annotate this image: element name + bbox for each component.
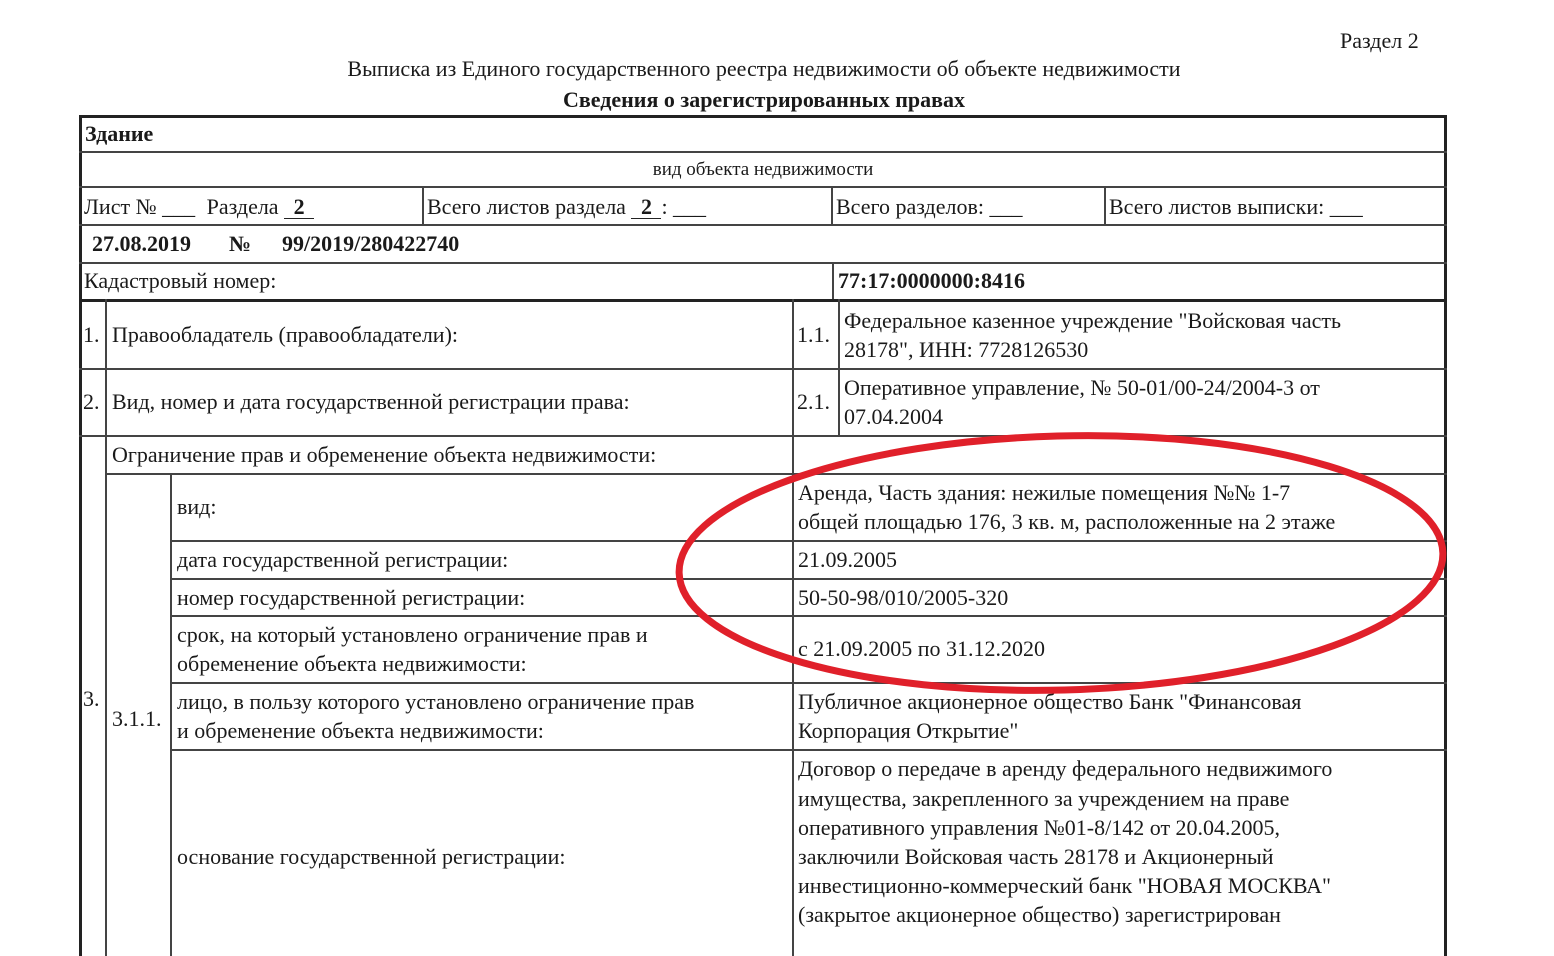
divider	[79, 262, 1447, 264]
row-number: 1.	[83, 322, 100, 347]
cadastral-label: Кадастровый номер:	[84, 268, 277, 293]
divider	[171, 615, 1447, 617]
divider	[79, 224, 1447, 226]
total-sheets-extract: Всего листов выписки: ___	[1109, 194, 1363, 219]
right-registration-value-line: 07.04.2004	[844, 404, 943, 429]
divider	[171, 578, 1447, 580]
encumbrance-kind-line: Аренда, Часть здания: нежилые помещения №№ 1-7	[798, 480, 1291, 505]
divider	[171, 749, 1447, 751]
term-label-line: обременение объекта недвижимости:	[177, 651, 527, 676]
registration-basis-line: (закрытое акционерное общество) зарегистрирован	[798, 902, 1281, 927]
document-title: Выписка из Единого государственного реестра недвижимости об объекте недвижимости	[347, 56, 1181, 81]
row-number: 2.	[83, 389, 100, 414]
cadastral-number: 77:17:0000000:8416	[838, 268, 1025, 293]
object-type: Здание	[85, 121, 154, 146]
beneficiary-value-line: Публичное акционерное общество Банк "Финансовая	[798, 689, 1302, 714]
document-number: 99/2019/280422740	[282, 231, 460, 256]
registration-basis-label: основание государственной регистрации:	[177, 844, 566, 869]
total-sheets-section-value: : ___	[661, 194, 707, 219]
rightholder-value-line: Федеральное казенное учреждение "Войсковая часть	[844, 308, 1342, 333]
total-sections: Всего разделов: ___	[836, 194, 1023, 219]
right-registration-label: Вид, номер и дата государственной регистрации права:	[112, 389, 630, 414]
divider	[79, 435, 1447, 437]
divider	[79, 368, 1447, 370]
sheet-number-value: ___	[162, 194, 196, 219]
divider	[792, 299, 794, 956]
registration-number-label: номер государственной регистрации:	[177, 585, 526, 610]
section-label-inline: Раздела	[206, 194, 279, 219]
row-number: 3.	[83, 686, 100, 711]
right-registration-value-line: Оперативное управление, № 50-01/00-24/2004-3 от	[844, 375, 1320, 400]
divider	[831, 186, 833, 224]
divider	[79, 151, 1447, 153]
section-number: 2	[284, 196, 314, 219]
document-subtitle: Сведения о зарегистрированных правах	[562, 87, 966, 112]
registration-basis-line: оперативного управления №01-8/142 от 20.04.2005,	[798, 815, 1281, 840]
divider	[838, 299, 840, 435]
term-label-line: срок, на который установлено ограничение прав и	[177, 622, 648, 647]
document-date: 27.08.2019	[92, 231, 191, 256]
registration-basis-line: имущества, закрепленного за учреждением на праве	[798, 786, 1290, 811]
divider	[171, 682, 1447, 684]
beneficiary-label-line: лицо, в пользу которого установлено ограничение прав	[177, 689, 695, 714]
registration-basis-line: инвестиционно-коммерческий банк "НОВАЯ МОСКВА"	[798, 873, 1332, 898]
registration-number-value: 50-50-98/010/2005-320	[798, 585, 1009, 610]
beneficiary-label-line: и обременение объекта недвижимости:	[177, 718, 544, 743]
registration-basis-line: заключили Войсковая часть 28178 и Акционерный	[798, 844, 1274, 869]
beneficiary-value-line: Корпорация Открытие"	[798, 718, 1019, 743]
divider	[106, 473, 1447, 475]
sheet-number-label: Лист №	[84, 194, 157, 219]
row-subnumber: 2.1.	[797, 389, 830, 414]
row-subnumber: 1.1.	[797, 322, 830, 347]
total-sheets-section-number: 2	[631, 196, 661, 219]
registration-basis-line: Договор о передаче в аренду федерального недвижимого	[798, 756, 1333, 781]
term-value: с 21.09.2005 по 31.12.2020	[798, 636, 1046, 661]
divider	[1104, 186, 1106, 224]
divider	[79, 299, 1447, 302]
sheet-number	[84, 192, 314, 221]
encumbrance-label: Ограничение прав и обременение объекта недвижимости:	[112, 442, 657, 467]
number-sign: №	[229, 231, 252, 256]
total-sheets-section-label: Всего листов раздела	[427, 194, 626, 219]
divider	[105, 299, 107, 956]
row-subnumber: 3.1.1.	[112, 706, 162, 731]
registration-date-value: 21.09.2005	[798, 547, 897, 572]
registration-date-label: дата государственной регистрации:	[177, 547, 509, 572]
encumbrance-kind-label: вид:	[177, 494, 217, 519]
divider	[170, 473, 172, 956]
divider	[422, 186, 424, 224]
encumbrance-kind-line: общей площадью 176, 3 кв. м, расположенные на 2 этаже	[798, 509, 1336, 534]
rightholder-value-line: 28178", ИНН: 7728126530	[844, 337, 1089, 362]
section-label: Раздел 2	[1340, 28, 1419, 53]
divider	[79, 186, 1447, 188]
divider	[832, 262, 834, 299]
object-type-caption: вид объекта недвижимости	[652, 159, 874, 180]
divider	[171, 540, 1447, 542]
total-sheets-section	[427, 192, 706, 221]
rightholder-label: Правообладатель (правообладатели):	[112, 322, 459, 347]
